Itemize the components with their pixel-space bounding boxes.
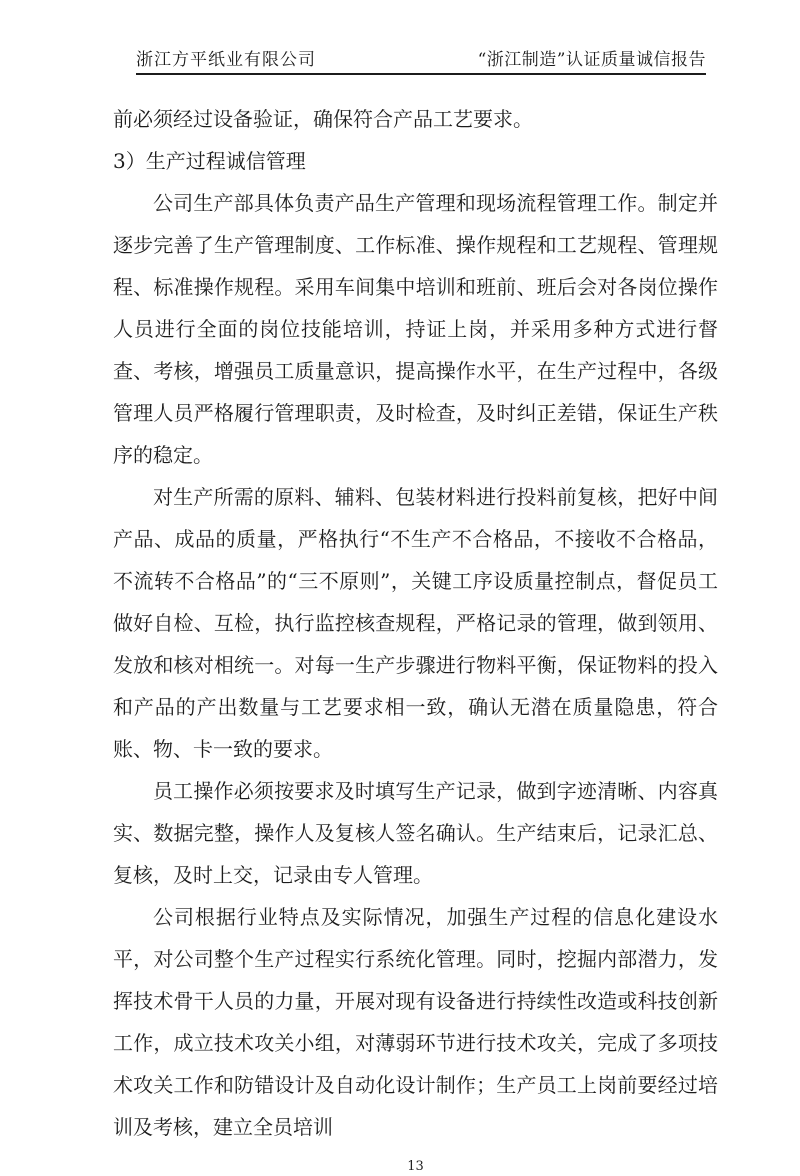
paragraph: 公司生产部具体负责产品生产管理和现场流程管理工作。制定并逐步完善了生产管理制度、工作标准、操作规程和工艺规程、管理规程、标准操作规程。采用车间集中培训和班前、班后会对各岗位操作人员进行全面的岗位技能培训，持证上岗，并采用多种方式进行督查、考核，增强员工质量意识，提高操作水平，在生产过程中，各级管理人员严格履行管理职责，及时检查，及时纠正差错，保证生产秩序的稳定。 [113, 191, 718, 467]
page-number: 13 [407, 1159, 424, 1174]
header-report-title: “浙江制造”认证质量诚信报告 [477, 50, 706, 70]
paragraph: 对生产所需的原料、辅料、包装材料进行投料前复核，把好中间产品、成品的质量，严格执行“不生产不合格品，不接收不合格品，不流转不合格品”的“三不原则”，关键工序设质量控制点，督促员工做好自检、互检，执行监控核查规程，严格记录的管理，做到领用、发放和核对相统一。对每一生产步骤进行物料平衡，保证物料的投入和产品的产出数量与工艺要求相一致，确认无潜在质量隐患，符合账、物、卡一致的要求。 [113, 485, 718, 761]
continuation-line: 前必须经过设备验证，确保符合产品工艺要求。 [113, 107, 533, 131]
page-footer [113, 1158, 718, 1176]
paragraph: 员工操作必须按要求及时填写生产记录，做到字迹清晰、内容真实、数据完整，操作人及复核人签名确认。生产结束后，记录汇总、复核，及时上交，记录由专人管理。 [113, 779, 718, 887]
page-header [136, 50, 706, 75]
header-company-name: 浙江方平纸业有限公司 [136, 50, 316, 70]
paragraph: 公司根据行业特点及实际情况，加强生产过程的信息化建设水平，对公司整个生产过程实行系统化管理。同时，挖掘内部潜力，发挥技术骨干人员的力量，开展对现有设备进行持续性改造或科技创新工作，成立技术攻关小组，对薄弱环节进行技术攻关，完成了多项技术攻关工作和防错设计及自动化设计制作；生产员工上岗前要经过培训及考核，建立全员培训 [113, 905, 718, 1139]
document-body [113, 98, 718, 1148]
section-heading: 3）生产过程诚信管理 [113, 149, 306, 173]
